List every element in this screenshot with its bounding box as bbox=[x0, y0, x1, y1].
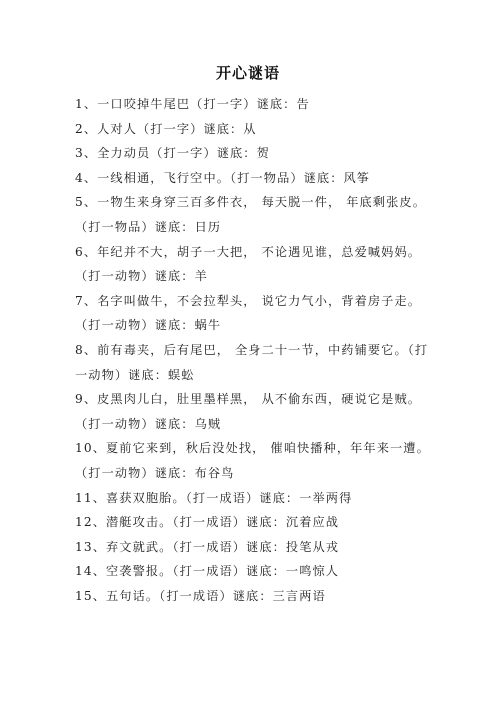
riddle-item: 12、潜艇攻击。（打一成语）谜底：沉着应战 bbox=[75, 515, 340, 530]
riddle-list bbox=[75, 92, 435, 608]
riddle-item: 9、皮黑肉儿白，肚里墨样黑， 从不偷东西，硬说它是贼。（打一动物）谜底：乌贼 bbox=[75, 392, 422, 431]
riddle-item: 1、一口咬掉牛尾巴（打一字）谜底：告 bbox=[75, 97, 310, 111]
riddle-item: 8、前有毒夹，后有尾巴， 全身二十一节，中药铺要它。（打一动物）谜底：蜈蚣 bbox=[75, 342, 429, 382]
riddle-item: 11、喜获双胞胎。（打一成语）谜底：一举两得 bbox=[75, 490, 353, 505]
document-title: 开心谜语 bbox=[215, 64, 280, 82]
riddle-item: 5、一物生来身穿三百多件衣， 每天脱一件， 年底剩张皮。（打一物品）谜底：日历 bbox=[75, 195, 426, 234]
riddle-item: 3、全力动员（打一字）谜底：贺 bbox=[75, 146, 270, 161]
riddle-item: 10、夏前它来到，秋后没处找， 催咱快播种，年年来一遭。（打一动物）谜底：布谷鸟 bbox=[75, 441, 430, 480]
riddle-item: 14、空袭警报。（打一成语）谜底：一鸣惊人 bbox=[75, 564, 340, 579]
riddle-item: 7、名字叫做牛，不会拉犁头， 说它力气小，背着房子走。（打一动物）谜底：蜗牛 bbox=[75, 293, 422, 333]
riddle-item: 13、弃文就武。（打一成语）谜底：投笔从戎 bbox=[75, 539, 340, 554]
riddle-item: 15、五句话。（打一成语）谜底：三言两语 bbox=[75, 588, 326, 603]
riddle-item: 4、一线相通，飞行空中。（打一物品）谜底：风筝 bbox=[75, 170, 371, 185]
riddle-item: 6、年纪并不大，胡子一大把， 不论遇见谁，总爱喊妈妈。（打一动物）谜底：羊 bbox=[75, 244, 422, 284]
riddle-item: 2、人对人（打一字）谜底：从 bbox=[75, 121, 257, 136]
